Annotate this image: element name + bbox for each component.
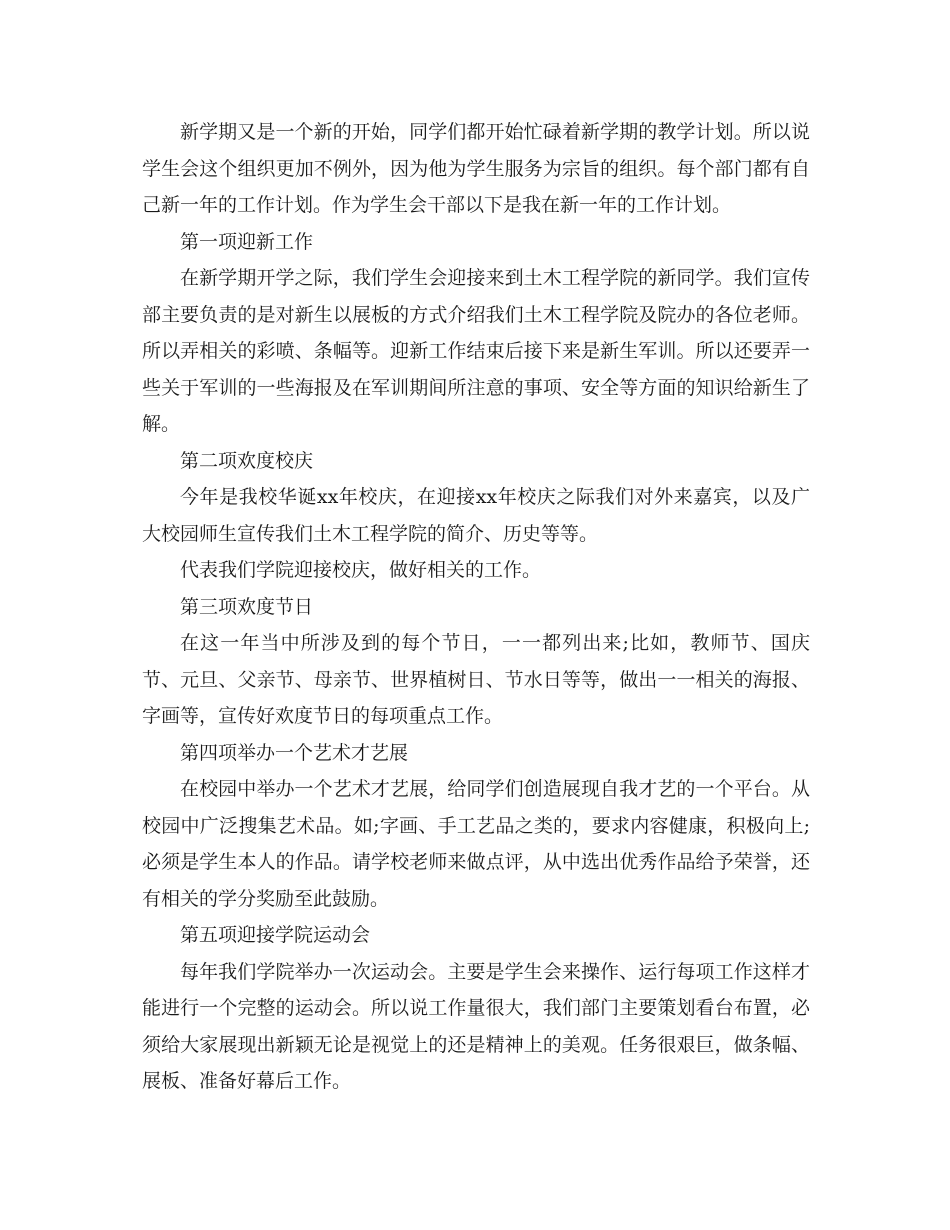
document-body xyxy=(142,114,810,1100)
section-heading-sports-meet: 第五项迎接学院运动会 xyxy=(180,924,371,946)
section-heading-art-exhibition: 第四项举办一个艺术才艺展 xyxy=(180,741,409,764)
section-heading-anniversary: 第二项欢度校庆 xyxy=(180,449,314,472)
section-heading-festivals: 第三项欢度节日 xyxy=(180,595,314,618)
anniversary-paragraph-2: 代表我们学院迎接校庆，做好相关的工作。 xyxy=(180,559,542,581)
anniversary-paragraph: 今年是我校华诞xx年校庆，在迎接xx年校庆之际我们对外来嘉宾，以及广大校园师生宣传我们土木工程学院的简介、历史等等。 xyxy=(142,486,810,545)
festivals-paragraph: 在这一年当中所涉及到的每个节日，一一都列出来;比如，教师节、国庆节、元旦、父亲节、母亲节、世界植树日、节水日等等，做出一一相关的海报、字画等，宣传好欢度节日的每项重点工作。 xyxy=(142,632,810,727)
welcome-paragraph: 在新学期开学之际，我们学生会迎接来到土木工程学院的新同学。我们宣传部主要负责的是对新生以展板的方式介绍我们土木工程学院及院办的各位老师。所以弄相关的彩喷、条幅等。迎新工作结束后接下来是新生军训。所以还要弄一些关于军训的一些海报及在军训期间所注意的事项、安全等方面的知识给新生了解。 xyxy=(142,267,810,435)
sports-meet-paragraph: 每年我们学院举办一次运动会。主要是学生会来操作、运行每项工作这样才能进行一个完整的运动会。所以说工作量很大，我们部门主要策划看台布置，必须给大家展现出新颖无论是视觉上的还是精神上的美观。任务很艰巨，做条幅、展板、准备好幕后工作。 xyxy=(142,960,810,1092)
art-exhibition-paragraph: 在校园中举办一个艺术才艺展，给同学们创造展现自我才艺的一个平台。从校园中广泛搜集艺术品。如;字画、手工艺品之类的，要求内容健康，积极向上;必须是学生本人的作品。请学校老师来做点评，从中选出优秀作品给予荣誉，还有相关的学分奖励至此鼓励。 xyxy=(142,778,810,910)
section-heading-welcome: 第一项迎新工作 xyxy=(180,230,314,253)
intro-paragraph: 新学期又是一个新的开始，同学们都开始忙碌着新学期的教学计划。所以说学生会这个组织更加不例外，因为他为学生服务为宗旨的组织。每个部门都有自己新一年的工作计划。作为学生会干部以下是我在新一年的工作计划。 xyxy=(142,121,810,216)
